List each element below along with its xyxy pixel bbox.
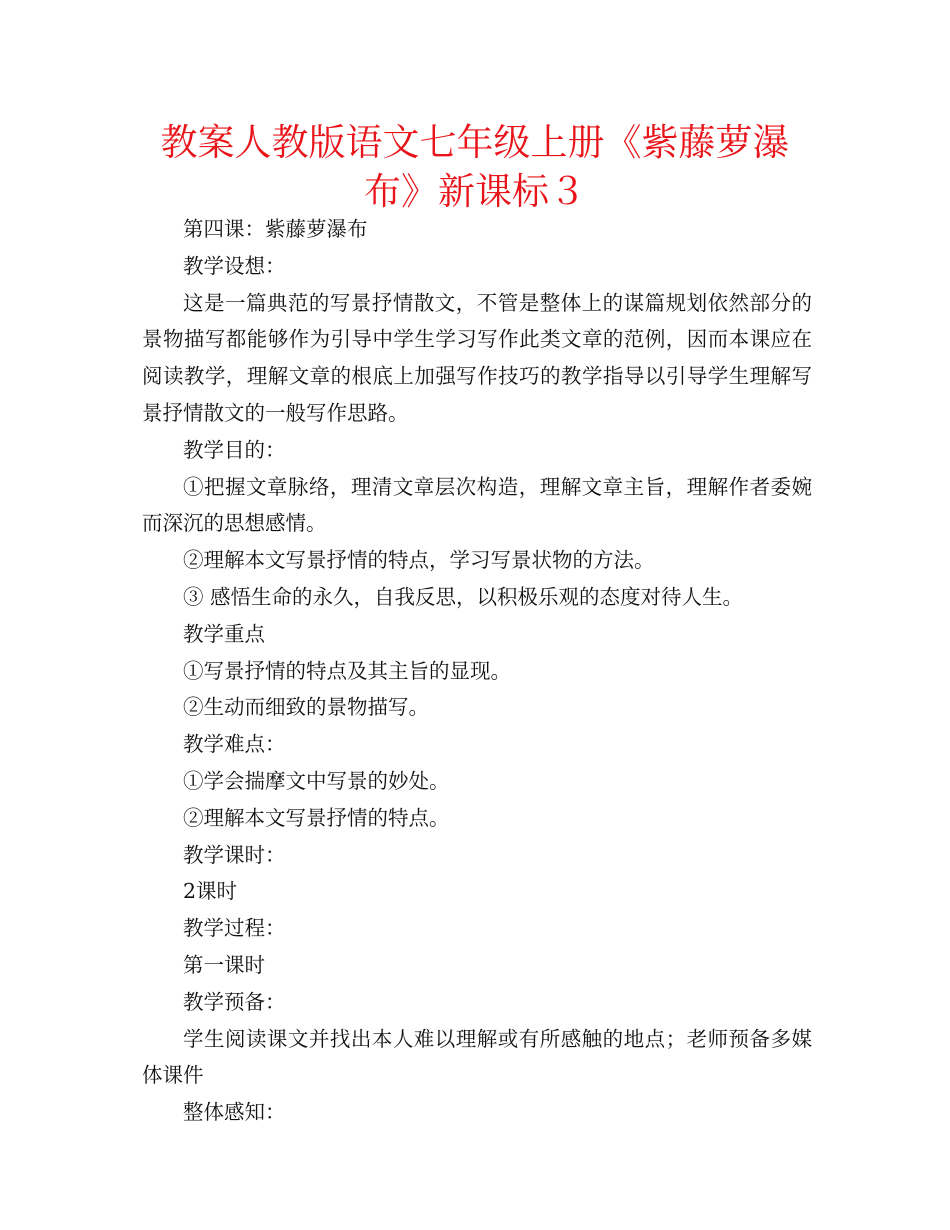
key-point-item-1: ①写景抒情的特点及其主旨的显现。 <box>183 658 511 683</box>
lesson-heading: 第四课：紫藤萝瀑布 <box>183 217 368 241</box>
paragraph-preparation: 学生阅读课文并找出本人难以理解或有所感触的地点；老师预备多媒体课件 <box>142 1026 812 1088</box>
section-heading-process: 教学过程： <box>183 916 286 941</box>
sub-heading-first-lesson: 第一课时 <box>183 952 265 977</box>
difficulty-item-1: ①学会揣摩文中写景的妙处。 <box>183 768 450 793</box>
section-heading-goals: 教学目的： <box>183 437 286 462</box>
sub-heading-overall-perception: 整体感知： <box>183 1100 286 1125</box>
key-point-item-2: ②生动而细致的景物描写。 <box>183 695 429 720</box>
sub-heading-preparation: 教学预备： <box>183 989 286 1014</box>
section-heading-key-points: 教学重点 <box>183 621 265 646</box>
document-title: 教案人教版语文七年级上册《紫藤萝瀑布》新课标３ <box>160 121 790 213</box>
section-heading-difficulties: 教学难点： <box>183 732 286 757</box>
goal-item-1: ①把握文章脉络，理清文章层次构造，理解文章主旨，理解作者委婉而深沉的思想感情。 <box>142 474 812 536</box>
section-heading-hours: 教学课时： <box>183 842 286 867</box>
paragraph-design: 这是一篇典范的写景抒情散文，不管是整体上的谋篇规划依然部分的景物描写都能够作为引导中学生学习写作此类文章的范例，因而本课应在阅读教学，理解文章的根底上加强写作技巧的教学指导以引导学生理解写景抒情散文的一般写作思路。 <box>142 290 812 425</box>
hours-value: 2课时 <box>183 879 238 904</box>
document-body <box>142 211 812 1131</box>
section-heading-design: 教学设想： <box>183 253 286 278</box>
goal-item-3: ③ 感悟生命的永久，自我反思，以积极乐观的态度对待人生。 <box>183 584 744 609</box>
goal-item-2: ②理解本文写景抒情的特点，学习写景状物的方法。 <box>183 548 655 573</box>
difficulty-item-2: ②理解本文写景抒情的特点。 <box>183 805 450 830</box>
